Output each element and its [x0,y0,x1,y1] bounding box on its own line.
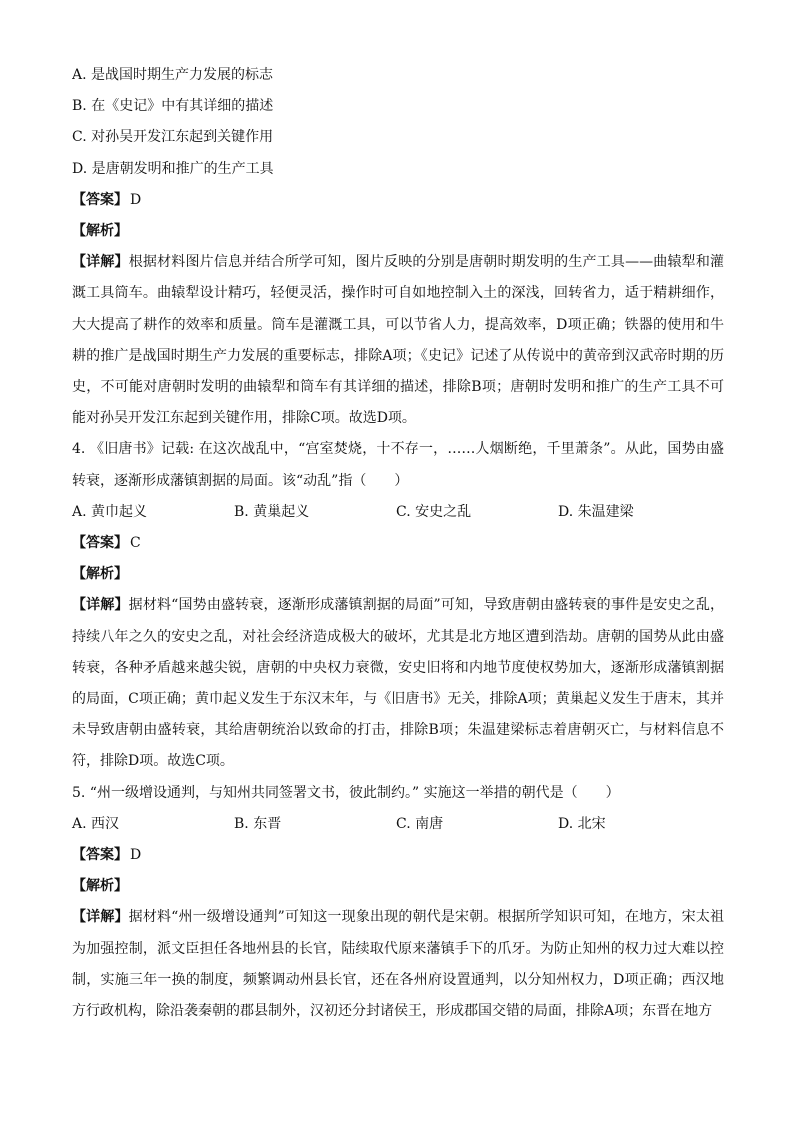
q5-option-d: D. 北宋 [558,815,606,832]
q5-stem: 5. “州一级增设通判，与知州共同签署文书，彼此制约。” 实施这一举措的朝代是（ ） [72,784,620,801]
q5-detail [72,902,724,1027]
q4-answer-value: C [130,534,141,551]
q4-option-c: C. 安史之乱 [396,503,472,520]
q4-stem: 4. 《旧唐书》记载: 在这次战乱中，“宫室焚烧，十不存一，……人烟断绝，千里萧条”。从此，国势由盛转衰，逐渐形成藩镇割据的局面。该“动乱”指（ ） [72,441,724,489]
q5-option-c: C. 南唐 [396,815,444,832]
q3-option-b: B. 在《史记》中有其详细的描述 [72,98,274,115]
q5-answer-value: D [130,846,142,863]
q3-detail-text: 根据材料图片信息并结合所学可知，图片反映的分别是唐朝时期发明的生产工具——曲辕犁和灌溉工具筒车。曲辕犁设计精巧，轻便灵活，操作时可自如地控制入土的深浅，回转省力，适于精耕细作，大大提高了耕作的效率和质量。筒车是灌溉工具，可以节省人力，提高效率，D项正确；铁器的使用和牛耕的推广是战国时期生产力发展的重要标志，排除A项；《史记》记述了从传说中的黄帝到汉武帝时期的历史，不可能对唐朝时发明的曲辕犁和筒车有其详细的描述，排除B项；唐朝时发明和推广的生产工具不可能对孙吴开发江东起到关键作用，排除C项。故选D项。 [72,254,725,427]
q3-option-d: D. 是唐朝发明和推广的生产工具 [72,160,274,177]
q3-answer-value: D [130,191,142,208]
q4-option-d: D. 朱温建梁 [558,503,634,520]
q3-answer-label: 【答案】 [72,191,128,208]
q3-option-a: A. 是战国时期生产力发展的标志 [72,67,274,83]
q4-answer [72,528,724,559]
q3-detail [72,247,724,434]
q4-answer-label: 【答案】 [72,534,128,551]
q5-answer-label: 【答案】 [72,846,128,863]
q4-detail-label: 【详解】 [72,597,129,614]
q5-analysis-label: 【解析】 [72,878,128,895]
q5-answer [72,840,724,871]
q3-detail-label: 【详解】 [72,254,129,271]
q5-options [72,809,724,840]
q5-detail-label: 【详解】 [72,909,129,926]
q4-analysis-label: 【解析】 [72,566,128,583]
q4-detail [72,590,724,777]
q4-detail-text: 据材料“国势由盛转衰，逐渐形成藩镇割据的局面”可知，导致唐朝由盛转衰的事件是安史之乱，持续八年之久的安史之乱，对社会经济造成极大的破坏，尤其是北方地区遭到浩劫。唐朝的国势从此由盛转衰，各种矛盾越来越尖锐，唐朝的中央权力衰微，安史旧将和内地节度使权势加大，逐渐形成藩镇割据的局面，C项正确；黄巾起义发生于东汉末年，与《旧唐书》无关，排除A项；黄巢起义发生于唐末，其并未导致唐朝由盛转衰，其给唐朝统治以致命的打击，排除B项；朱温建梁标志着唐朝灭亡，与材料信息不符，排除D项。故选C项。 [72,597,725,770]
q3-answer [72,185,724,216]
q5-detail-text: 据材料“州一级增设通判”可知这一现象出现的朝代是宋朝。根据所学知识可知，在地方，宋太祖为加强控制，派文臣担任各地州县的长官，陆续取代原来藩镇手下的爪牙。为防止知州的权力过大难以控制，实施三年一换的制度，频繁调动州县长官，还在各州府设置通判，以分知州权力，D项正确；西汉地方行政机构，除沿袭秦朝的郡县制外，汉初还分封诸侯王，形成郡国交错的局面，排除A项；东晋在地方 [72,909,725,1019]
q5-option-a: A. 西汉 [72,815,120,832]
document-page [72,60,724,1027]
q4-option-a: A. 黄巾起义 [72,503,148,520]
q4-option-b: B. 黄巢起义 [234,503,310,520]
q3-analysis-label: 【解析】 [72,222,128,239]
q5-option-b: B. 东晋 [234,815,282,832]
q3-option-c: C. 对孙吴开发江东起到关键作用 [72,129,274,146]
q4-options [72,497,724,528]
